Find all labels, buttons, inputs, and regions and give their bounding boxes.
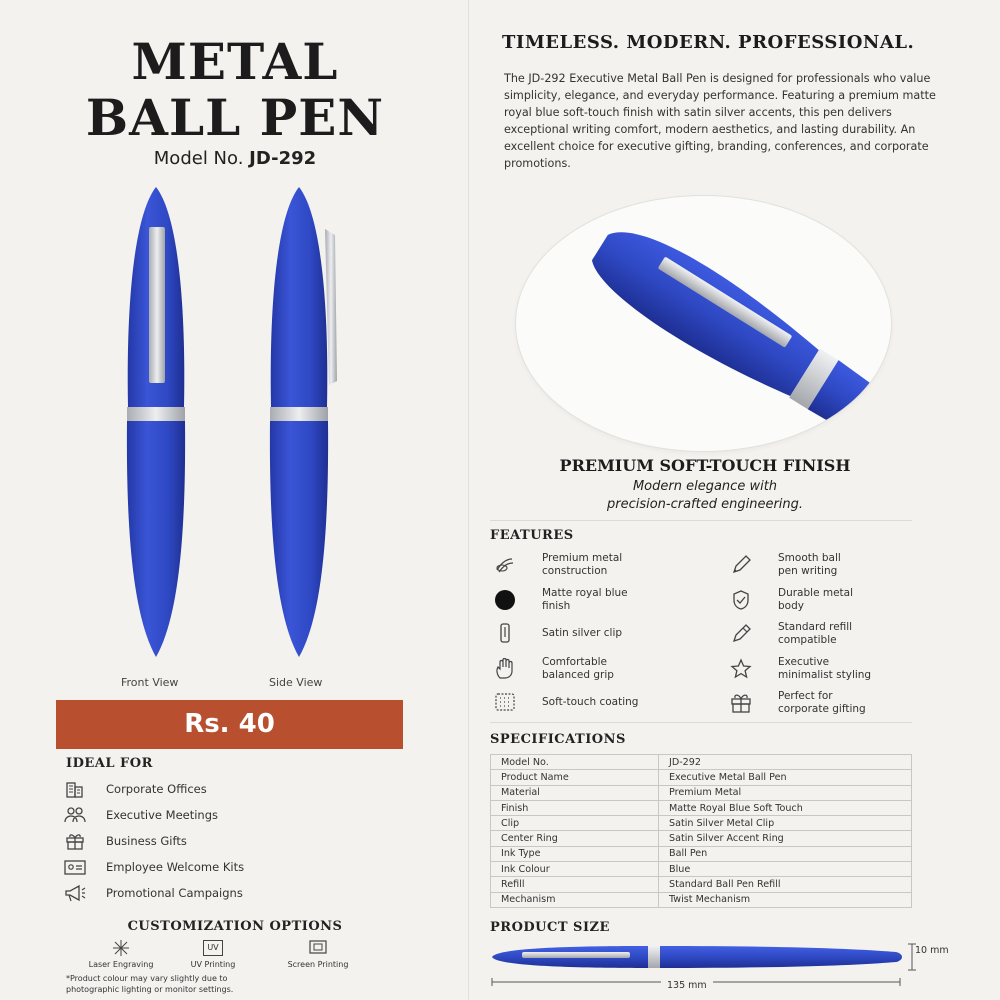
hand-icon bbox=[490, 657, 520, 681]
table-row bbox=[491, 877, 912, 892]
spec-value: Standard Ball Pen Refill bbox=[659, 877, 912, 892]
table-row bbox=[491, 862, 912, 877]
spec-value: Satin Silver Metal Clip bbox=[659, 816, 912, 831]
feature-line-1: Satin silver clip bbox=[542, 626, 623, 639]
spec-key: Clip bbox=[491, 816, 659, 831]
model-label: Model No. bbox=[153, 148, 244, 169]
feature-item bbox=[726, 621, 852, 646]
divider-line bbox=[490, 722, 912, 723]
pen-icon bbox=[726, 553, 756, 577]
building-icon bbox=[64, 780, 86, 798]
customization-item bbox=[158, 938, 268, 969]
color-disclaimer bbox=[66, 973, 386, 995]
spec-key: Center Ring bbox=[491, 831, 659, 846]
intro-description: The JD-292 Executive Metal Ball Pen is designed for professionals who value simplicity, elegance, and everyday performance. Featuring a premium matte royal blue soft-touch finish with satin silver accents, this pen delivers exceptional writing comfort, modern aesthetics, and lasting durability. An excellent choice for executive gifting, branding, conferences, and corporate promotions. bbox=[504, 72, 936, 170]
gift-icon bbox=[726, 691, 756, 715]
customization-item bbox=[263, 938, 373, 969]
ideal-item-label: Executive Meetings bbox=[106, 808, 219, 822]
feature-line-1: Comfortable bbox=[542, 656, 608, 668]
spec-value: JD-292 bbox=[659, 755, 912, 770]
feature-line-1: Soft-touch coating bbox=[542, 695, 639, 708]
metal-icon bbox=[490, 553, 520, 577]
note-line-2: photographic lighting or monitor settings. bbox=[66, 985, 234, 994]
model-number bbox=[0, 148, 470, 169]
people-icon bbox=[64, 806, 86, 824]
ideal-item-label: Promotional Campaigns bbox=[106, 886, 243, 900]
table-row bbox=[491, 755, 912, 770]
feature-line-1: Matte royal blue bbox=[542, 587, 628, 599]
divider-line bbox=[490, 520, 912, 521]
feature-item bbox=[490, 656, 614, 681]
closeup-image bbox=[516, 196, 891, 451]
price-banner: Rs. 40 bbox=[56, 700, 403, 749]
feature-item bbox=[726, 656, 871, 681]
feature-line-1: Durable metal bbox=[778, 587, 854, 599]
feature-line-1: Perfect for bbox=[778, 690, 833, 702]
specifications-table bbox=[490, 754, 912, 908]
features-title: FEATURES bbox=[490, 528, 574, 543]
title-line-1: METAL bbox=[131, 32, 339, 91]
table-row bbox=[491, 770, 912, 785]
feature-item bbox=[726, 552, 841, 577]
side-view-label: Side View bbox=[269, 676, 323, 689]
customization-title: CUSTOMIZATION OPTIONS bbox=[127, 919, 343, 934]
spec-key: Refill bbox=[491, 877, 659, 892]
title-line-2: BALL PEN bbox=[85, 88, 385, 147]
refill-icon bbox=[726, 622, 756, 646]
spec-value: Twist Mechanism bbox=[659, 892, 912, 907]
id-card-icon bbox=[64, 858, 86, 876]
customization-label: Laser Engraving bbox=[88, 960, 154, 969]
model-value: JD-292 bbox=[249, 148, 317, 169]
feature-line-1: Executive bbox=[778, 656, 830, 668]
spec-key: Finish bbox=[491, 800, 659, 815]
note-line-1: *Product colour may vary slightly due to bbox=[66, 974, 228, 983]
finish-subtitle bbox=[470, 478, 940, 514]
spec-value: Satin Silver Accent Ring bbox=[659, 831, 912, 846]
pen-side-view bbox=[265, 185, 345, 665]
table-row bbox=[491, 892, 912, 907]
spec-key: Product Name bbox=[491, 770, 659, 785]
spec-key: Ink Colour bbox=[491, 862, 659, 877]
feature-line-2: finish bbox=[542, 599, 571, 612]
ideal-item bbox=[64, 857, 244, 877]
feature-line-2: compatible bbox=[778, 633, 837, 646]
ideal-item bbox=[64, 779, 207, 799]
texture-icon bbox=[490, 690, 520, 714]
feature-line-2: minimalist styling bbox=[778, 668, 872, 681]
finish-title: PREMIUM SOFT-TOUCH FINISH bbox=[559, 456, 851, 475]
right-panel bbox=[470, 0, 1000, 1000]
ideal-item bbox=[64, 883, 243, 903]
feature-line-2: construction bbox=[542, 564, 608, 577]
spec-value: Ball Pen bbox=[659, 846, 912, 861]
panel-divider bbox=[468, 0, 469, 1000]
uv-badge: UV bbox=[203, 940, 222, 956]
spec-key: Model No. bbox=[491, 755, 659, 770]
feature-line-1: Premium metal bbox=[542, 552, 623, 564]
spec-value: Premium Metal bbox=[659, 785, 912, 800]
feature-line-2: corporate gifting bbox=[778, 702, 866, 715]
finish-subtitle-line-2: precision-crafted engineering. bbox=[606, 497, 804, 512]
product-size-title: PRODUCT SIZE bbox=[490, 920, 610, 935]
front-view-label: Front View bbox=[121, 676, 179, 689]
ideal-for-title: IDEAL FOR bbox=[66, 756, 153, 771]
feature-line-2: balanced grip bbox=[542, 668, 614, 681]
pen-closeup bbox=[516, 196, 891, 451]
intro-title: TIMELESS. MODERN. PROFESSIONAL. bbox=[502, 32, 915, 53]
feature-line-2: body bbox=[778, 599, 804, 612]
screen-icon bbox=[263, 938, 373, 958]
gift-icon bbox=[64, 832, 86, 850]
feature-item bbox=[490, 552, 622, 577]
spec-key: Mechanism bbox=[491, 892, 659, 907]
uv-icon bbox=[158, 938, 268, 958]
ideal-item-label: Employee Welcome Kits bbox=[106, 860, 245, 874]
feature-item bbox=[490, 621, 622, 645]
feature-line-2: pen writing bbox=[778, 564, 838, 577]
feature-item bbox=[490, 690, 638, 714]
ideal-item bbox=[64, 831, 187, 851]
ideal-item-label: Business Gifts bbox=[106, 834, 187, 848]
spec-key: Material bbox=[491, 785, 659, 800]
spec-value: Blue bbox=[659, 862, 912, 877]
megaphone-icon bbox=[64, 884, 86, 902]
left-panel bbox=[0, 0, 470, 1000]
table-row bbox=[491, 816, 912, 831]
dot-icon bbox=[490, 588, 520, 612]
finish-subtitle-line-1: Modern elegance with bbox=[632, 479, 778, 494]
length-label: 135 mm bbox=[661, 980, 713, 991]
feature-line-1: Smooth ball bbox=[778, 552, 841, 564]
customization-label: Screen Printing bbox=[287, 960, 349, 969]
feature-item bbox=[490, 587, 628, 612]
table-row bbox=[491, 846, 912, 861]
star-icon bbox=[726, 657, 756, 681]
spec-key: Ink Type bbox=[491, 846, 659, 861]
table-row bbox=[491, 831, 912, 846]
clip-icon bbox=[490, 621, 520, 645]
feature-line-1: Standard refill bbox=[778, 621, 853, 633]
feature-item bbox=[726, 587, 853, 612]
ideal-item bbox=[64, 805, 218, 825]
specifications-title: SPECIFICATIONS bbox=[490, 732, 626, 747]
spec-value: Executive Metal Ball Pen bbox=[659, 770, 912, 785]
table-row bbox=[491, 785, 912, 800]
shield-icon bbox=[726, 588, 756, 612]
feature-item bbox=[726, 690, 866, 715]
diameter-label: 10 mm bbox=[915, 945, 949, 956]
spec-value: Matte Royal Blue Soft Touch bbox=[659, 800, 912, 815]
customization-label: UV Printing bbox=[190, 960, 236, 969]
ideal-item-label: Corporate Offices bbox=[106, 782, 207, 796]
pen-front-view bbox=[120, 185, 192, 665]
table-row bbox=[491, 800, 912, 815]
